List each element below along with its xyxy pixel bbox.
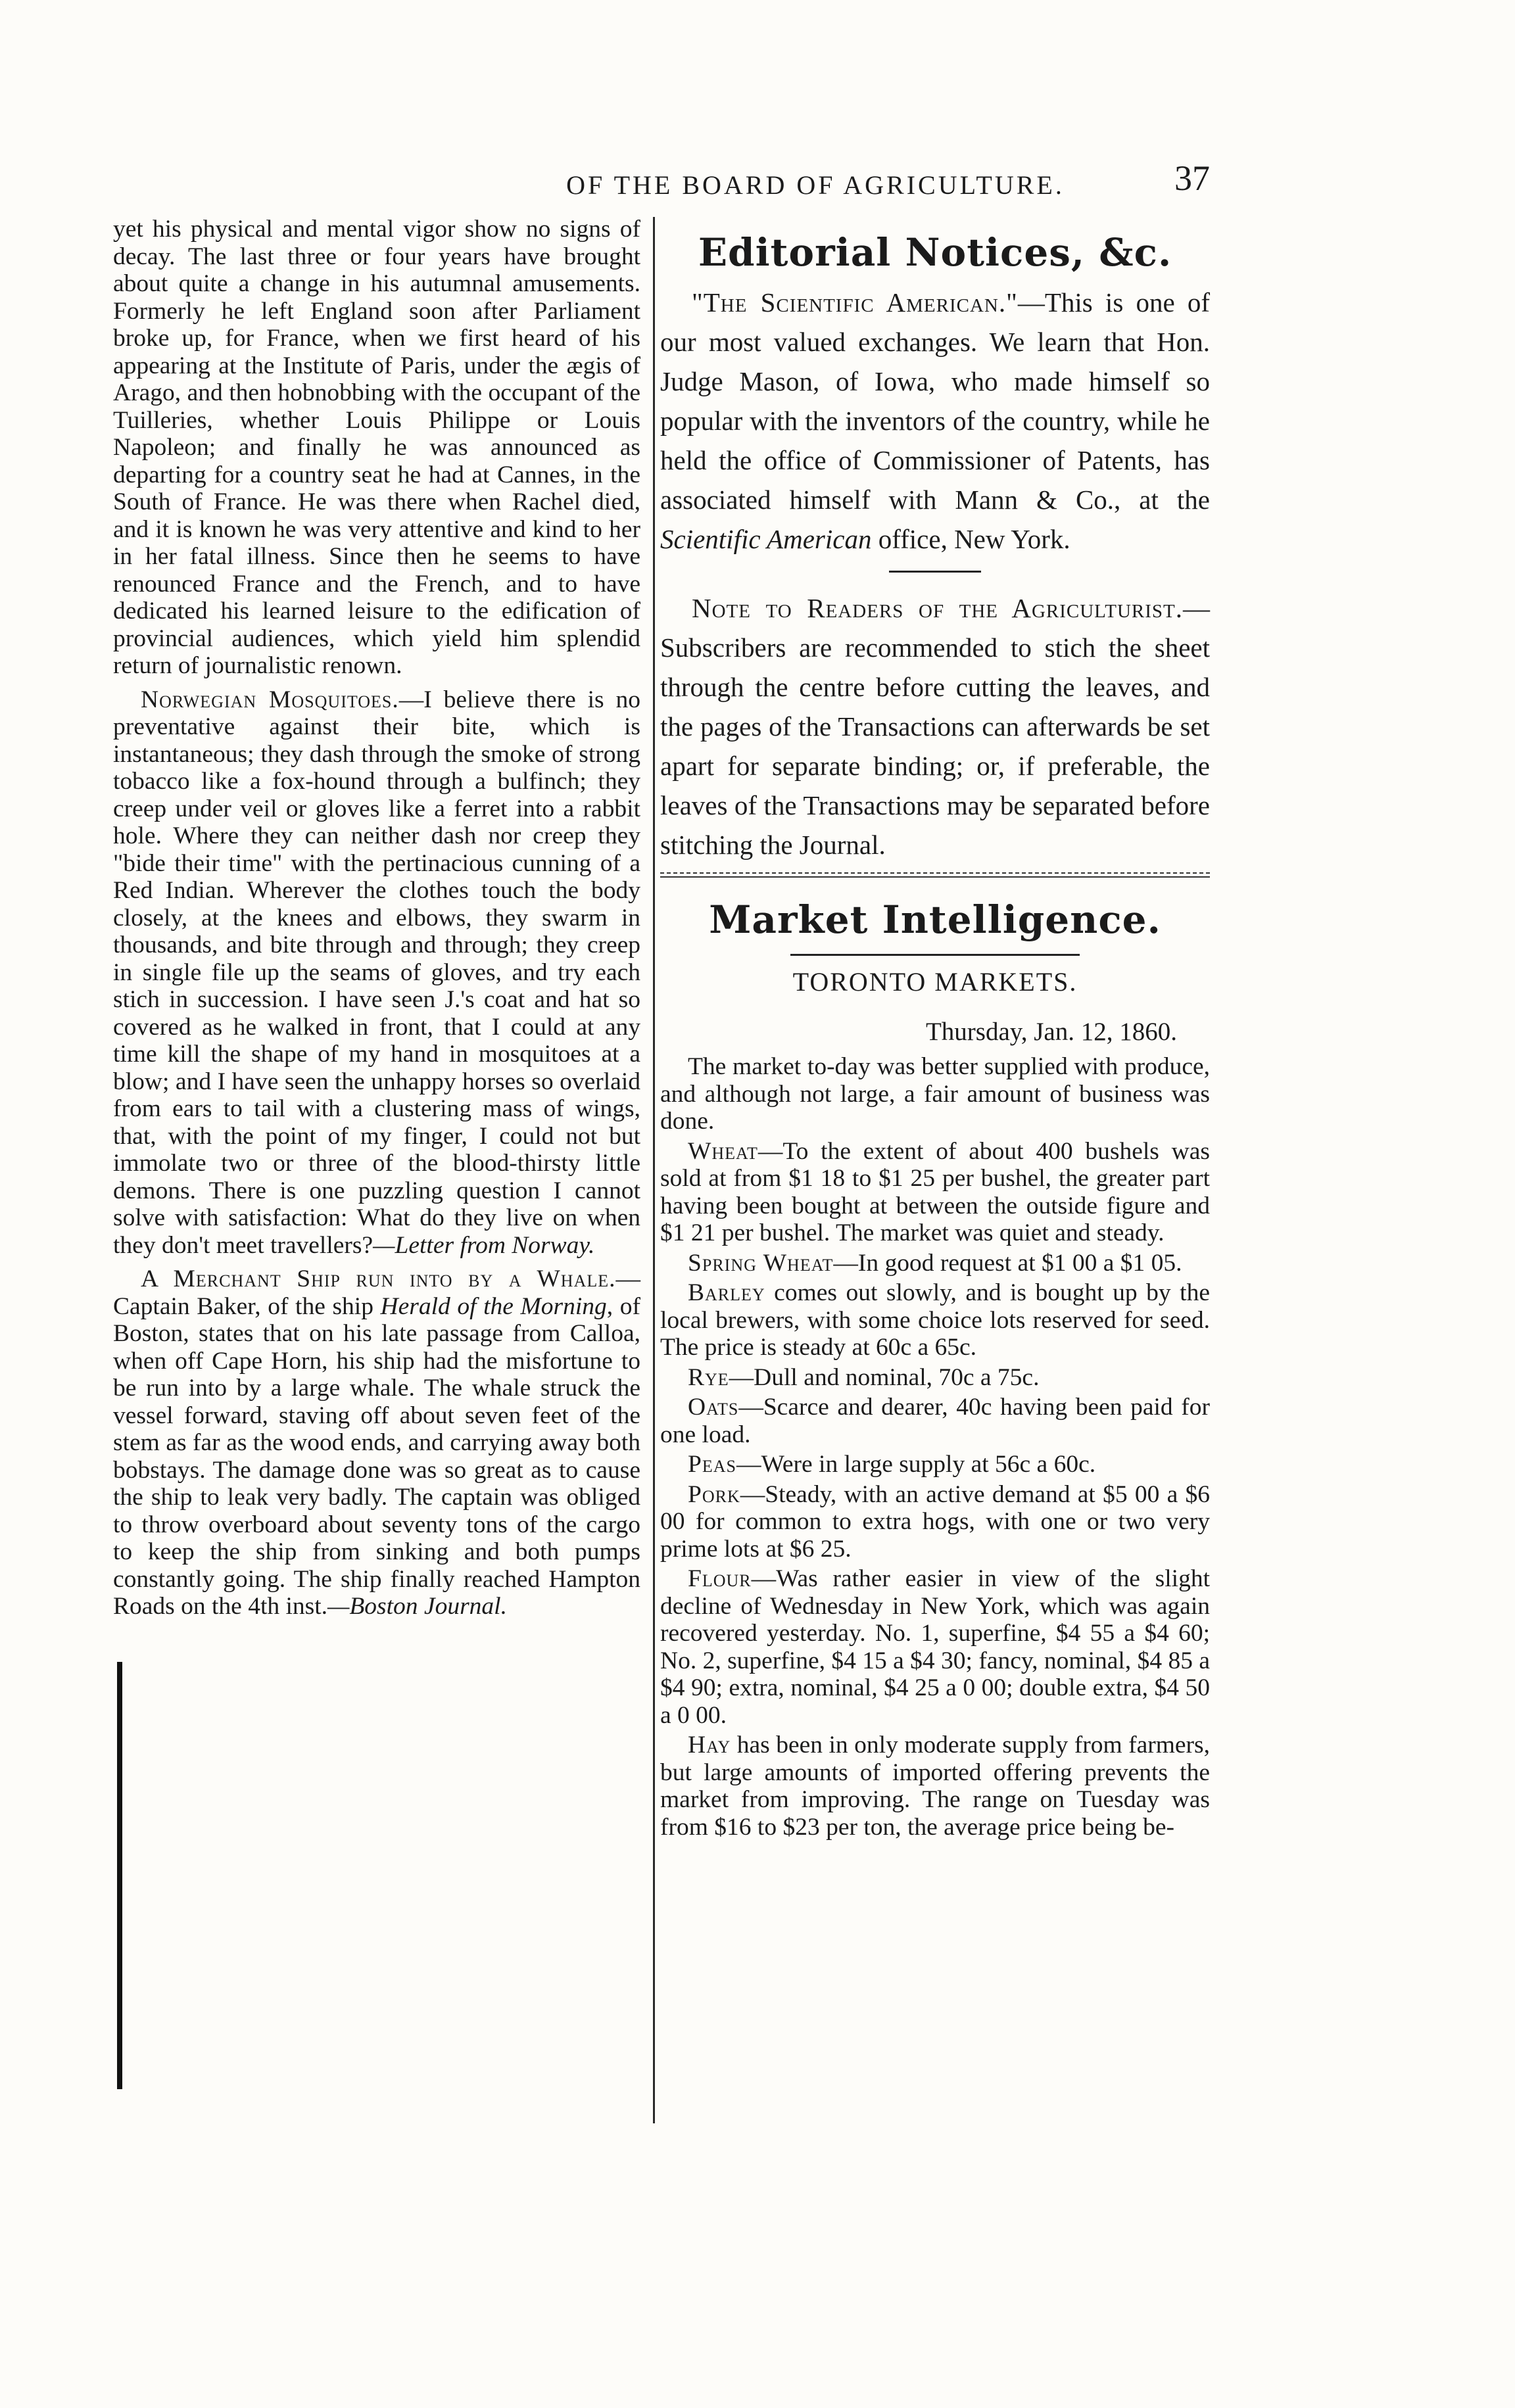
paragraph-body: , of Boston, states that on his late passage from Calloa, when off Cape Horn, his ship had the misfortune to be run into by a large whale. The whale struck the vessel forward, staving off about seven feet of the stem as far as the wood ends, and carrying away both bobstays. The damage done was so great as to cause the ship to leak very badly. The captain was obliged to throw overboard about seventy tons of the cargo to keep the ship from sinking and both pumps constantly going. The ship finally reached Hampton Roads on the 4th inst. <box>113 1292 640 1620</box>
section-lead: Note to Readers of the Agriculturist. <box>692 593 1183 623</box>
paragraph-body: —Captain Baker, of the ship <box>113 1265 640 1320</box>
commodity-report: —Were in large supply at 56c a 60c. <box>736 1451 1096 1478</box>
commodity-label: Peas <box>688 1451 736 1478</box>
section-lead: A Merchant Ship run into by a Whale. <box>141 1265 616 1292</box>
market-oats <box>660 1394 1210 1448</box>
section-lead: "The Scientific American." <box>692 287 1018 318</box>
commodity-label: Hay <box>688 1732 731 1759</box>
commodity-report: —Scarce and dearer, 40c having been paid for one load. <box>660 1394 1210 1448</box>
toronto-markets-title: TORONTO MARKETS. <box>792 967 1078 997</box>
commodity-report: —Was rather easier in view of the slight decline of Wednesday in New York, which was again recovered yesterday. No. 1, superfine, $4 55 a $4 60; No. 2, superfine, $4 15 a $4 30; fancy, nominal, $4 85 a $4 90; extra, nominal, $4 25 a 0 00; double extra, $4 50 a 0 00. <box>660 1565 1210 1729</box>
paragraph-continuation: yet his physical and mental vigor show no signs of decay. The last three or four years have brought about quite a change in his autumnal amusements. Formerly he left England soon after Parliament broke up, for France, when we first heard of his appearing at the Institute of Paris, under the ægis of Arago, and then hobnobbing with the occupant of the Tuilleries, whether Louis Philippe or Louis Napoleon; and finally he was announced as departing for a country seat he had at Cannes, in the South of France. He was there when Rachel died, and it is known he was very attentive and kind to her in her fatal illness. Since then he seems to have renounced France and the French, and to have dedicated his learned leisure to the edification of provincial audiences, which yield him splendid return of journalistic renown. <box>113 216 640 679</box>
commodity-report: comes out slowly, and is bought up by the local brewers, with some choice lots reserved for seed. The price is steady at 60c a 65c. <box>660 1279 1210 1361</box>
commodity-label: Barley <box>688 1279 765 1306</box>
commodity-report: —In good request at $1 00 a $1 05. <box>833 1249 1182 1277</box>
commodity-label: Spring Wheat <box>688 1249 834 1277</box>
market-spring-wheat <box>660 1250 1210 1277</box>
note-to-readers <box>660 588 1210 864</box>
editorial-notices-heading: Editorial Notices, &c. <box>698 230 1172 275</box>
section-lead: Norwegian Mosquitoes. <box>141 686 399 713</box>
paragraph-body: —I believe there is no preventative against their bite, which is instantaneous; they dash through the smoke of strong tobacco like a fox-hound through a bulfinch; they creep under veil or gloves like a ferret into a rabbit hole. Where they can neither dash nor creep they "bide their time" with the pertinacious cunning of a Red Indian. Wherever the clothes touch the body closely, at the knees and elbows, they swarm in thousands, and bite through and through; they creep in single file up the seams of gloves, and try each stich in succession. I have seen J.'s coat and hat so covered as he walked in front, that I could at any time kill the shape of my hand in mosquitoes at a blow; and I have seen the unhappy horses so overlaid from ears to tail with a clustering mass of wings, that, with the point of my finger, I could not but immolate two or three of the blood-thirsty little demons. There is one puzzling question I cannot solve with satisfaction: What do they live on when they don't meet travellers? <box>113 686 641 1259</box>
market-hay <box>660 1732 1210 1841</box>
source-credit: —Boston Journal. <box>327 1593 507 1620</box>
commodity-label: Flour <box>688 1565 752 1592</box>
page-number: 37 <box>1174 158 1210 198</box>
double-divider <box>660 872 1210 878</box>
dateline: Thursday, Jan. 12, 1860. <box>925 1018 1177 1046</box>
paragraph-body: —This is one of our most valued exchanges. We learn that Hon. Judge Mason, of Iowa, who made himself so popular with the inventors of the country, while he held the office of Commissioner of Patents, has associated himself with Mann & Co., at the <box>660 287 1210 515</box>
publication-name: Scientific American <box>660 524 872 554</box>
paragraph-norwegian-mosquitoes <box>113 686 640 1260</box>
source-credit: —Letter from Norway. <box>373 1231 595 1259</box>
column-divider <box>653 217 655 2123</box>
market-flour <box>660 1565 1210 1729</box>
ship-name: Herald of the Morning <box>380 1292 607 1320</box>
commodity-label: Wheat <box>688 1137 758 1165</box>
market-peas <box>660 1451 1210 1478</box>
commodity-label: Rye <box>688 1363 729 1391</box>
paragraph-body: office, New York. <box>871 524 1070 554</box>
market-intelligence-heading: Market Intelligence. <box>709 897 1161 942</box>
commodity-report: —Dull and nominal, 70c a 75c. <box>729 1363 1040 1391</box>
left-column <box>113 216 640 2188</box>
right-column <box>660 216 1210 2188</box>
commodity-label: Oats <box>688 1394 739 1421</box>
commodity-report: —Steady, with an active demand at $5 00 a $6 00 for common to extra hogs, with one or two very prime lots at $6 25. <box>660 1480 1210 1563</box>
market-barley <box>660 1279 1210 1361</box>
market-rye <box>660 1364 1210 1392</box>
market-wheat <box>660 1138 1210 1247</box>
running-head: OF THE BOARD OF AGRICULTURE. <box>566 170 1065 200</box>
commodity-report: has been in only moderate supply from farmers, but large amounts of imported offering prevents the market from improving. The range on Tuesday was from $16 to $23 per ton, the average price being be- <box>660 1732 1210 1841</box>
commodity-report: —To the extent of about 400 bushels was sold at from $1 18 to $1 25 per bushel, the greater part having been bought at between the outside figure and $1 21 per bushel. The market was quiet and steady. <box>660 1137 1210 1246</box>
paragraph-body: —Subscribers are recommended to stich the sheet through the centre before cutting the leaves, and the pages of the Transactions can afterwards be set apart for separate binding; or, if preferable, the leaves of the Transactions may be separated before stitching the Journal. <box>660 593 1210 860</box>
short-divider <box>889 571 981 573</box>
paragraph-merchant-ship <box>113 1265 640 1620</box>
commodity-label: Pork <box>688 1480 740 1508</box>
market-divider <box>790 954 1080 956</box>
scientific-american-notice <box>660 283 1210 559</box>
market-intro: The market to-day was better supplied with produce, and although not large, a fair amount of business was done. <box>660 1053 1210 1135</box>
market-pork <box>660 1481 1210 1563</box>
